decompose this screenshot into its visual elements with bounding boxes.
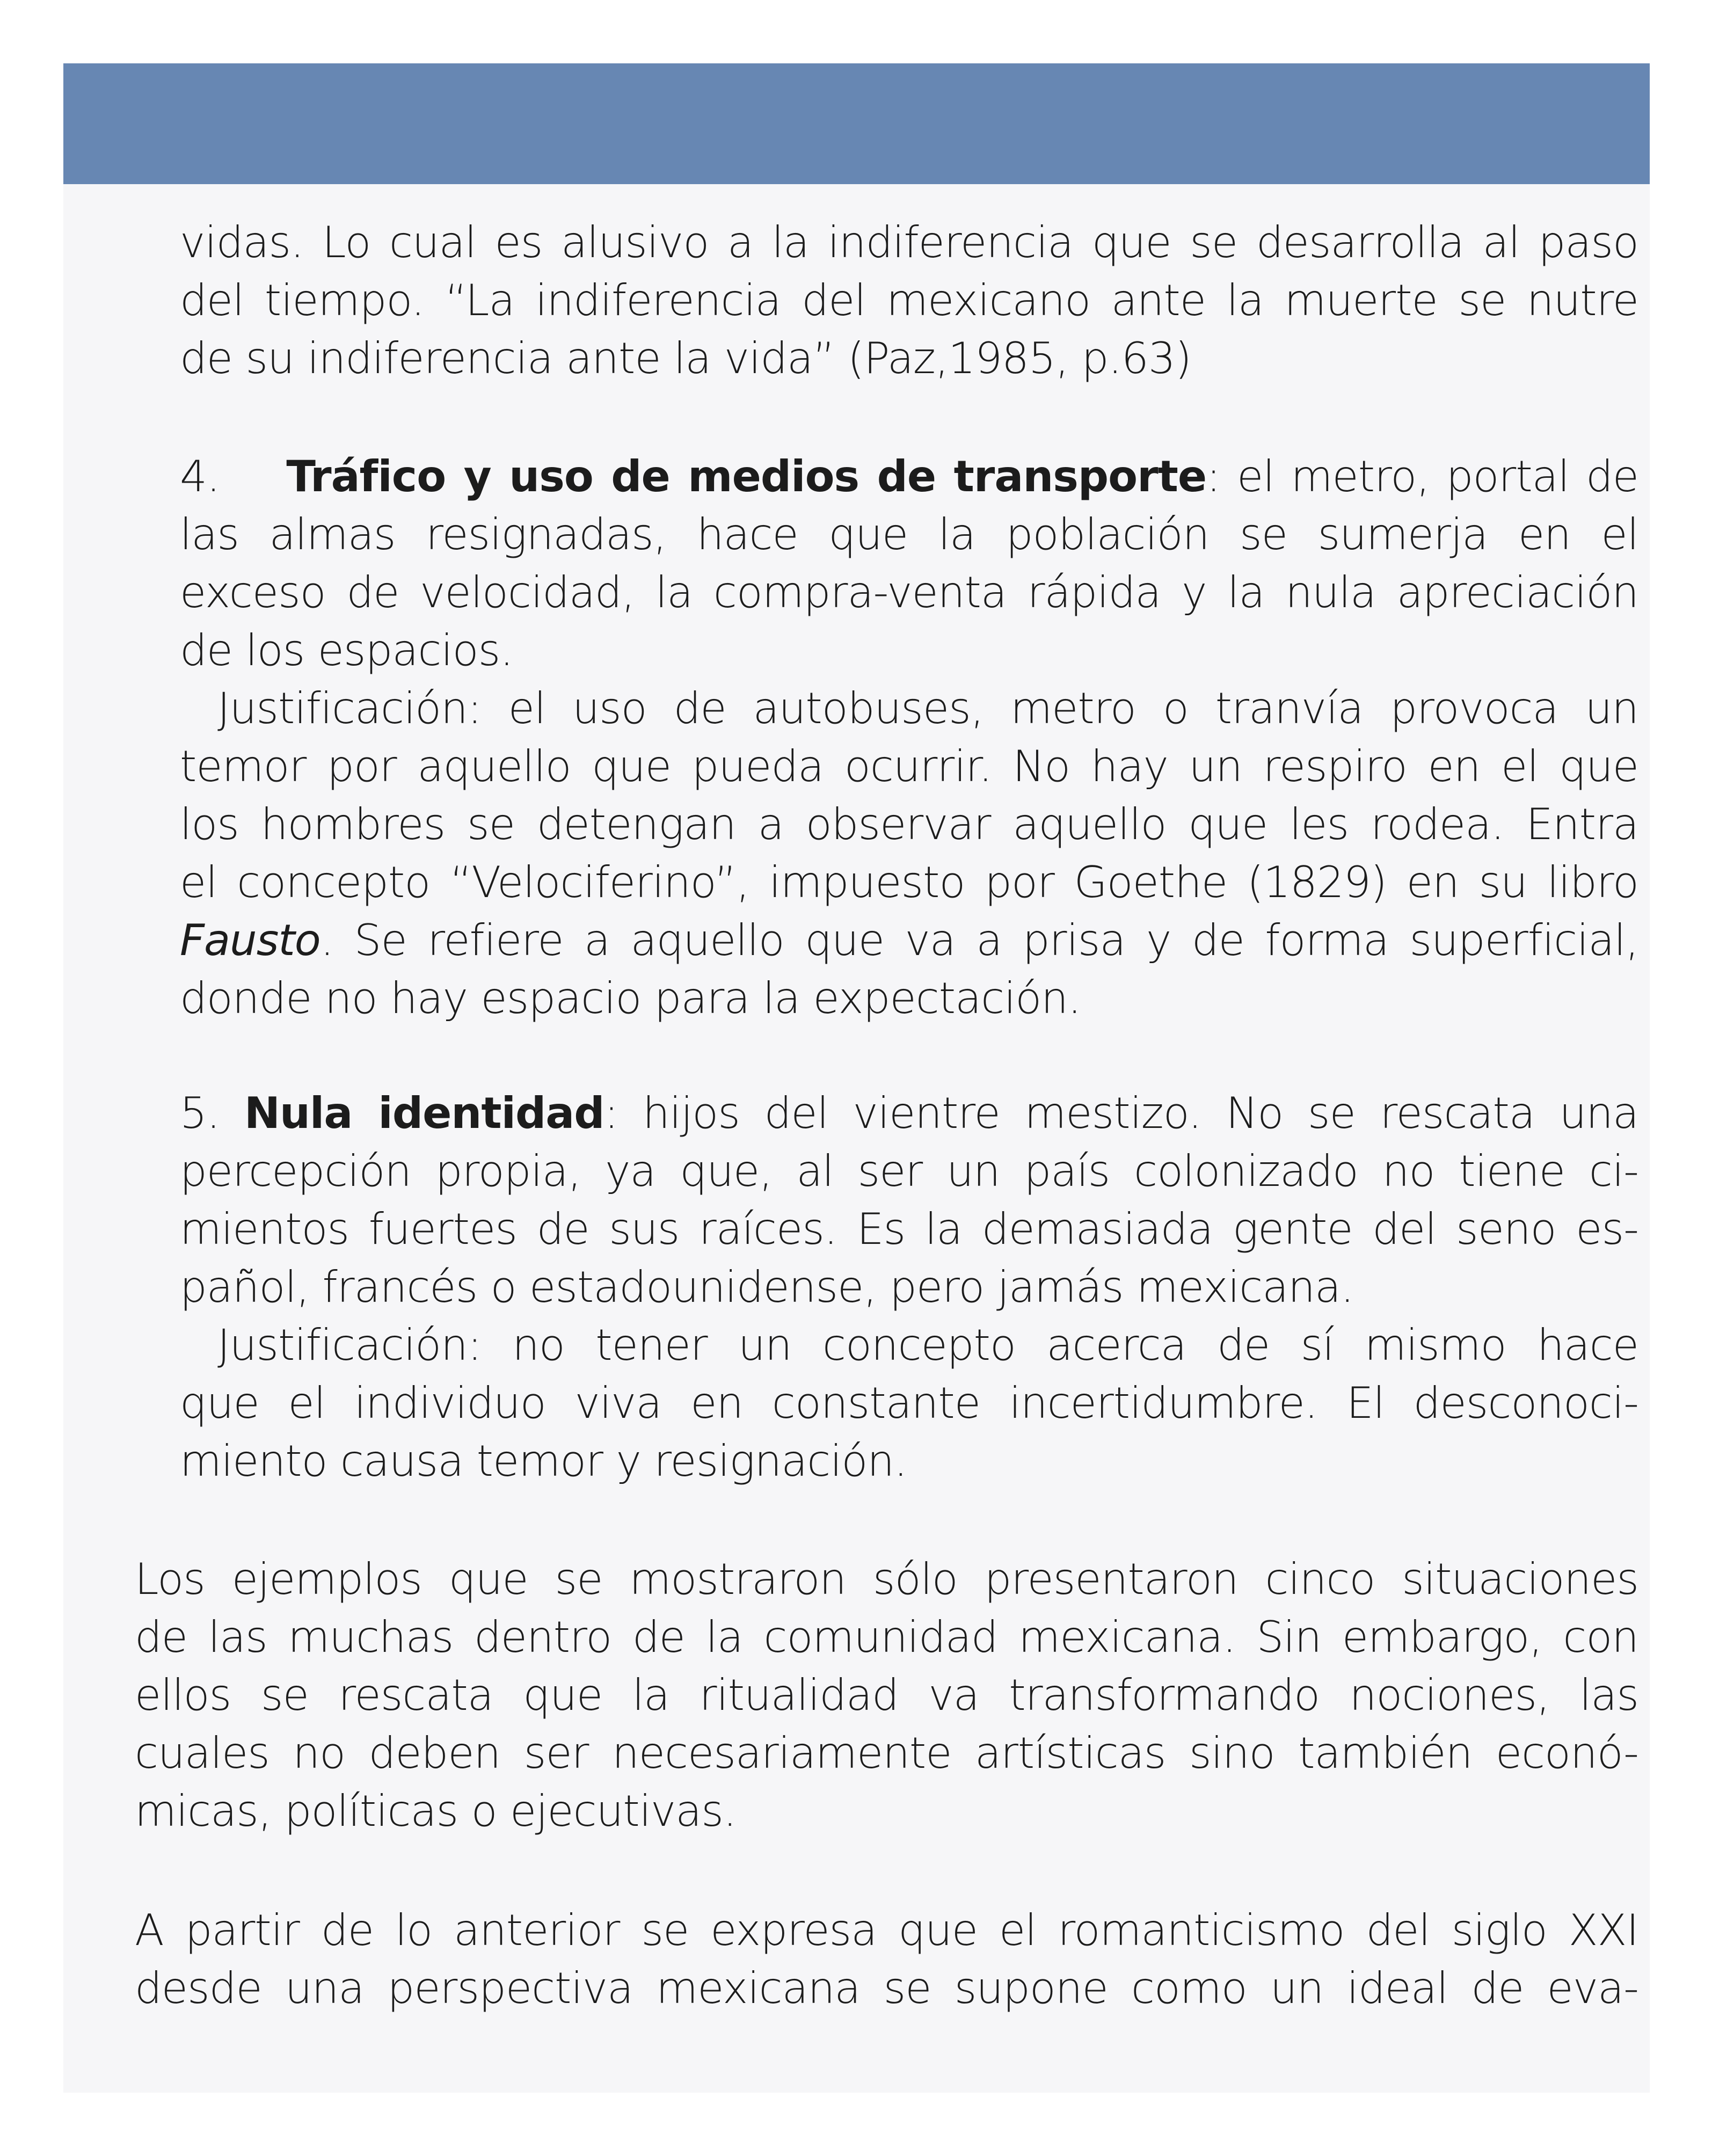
text-line: micas, políticas o ejecutivas. [135,1786,737,1836]
text-line: percepción propia, ya que, al ser un país colonizado no tiene ci- [180,1146,1638,1196]
list-item-heading-line [180,448,1638,506]
text-line: el concepto “Velociferino”, impuesto por Goethe (1829) en su libro [180,857,1638,907]
text-line: de los espacios. [180,625,513,675]
book-title-line: Fausto. Se refiere a aquello que va a prisa y de forma superficial, [180,915,1638,965]
list-item-heading-line [180,1084,1638,1142]
text-line: los hombres se detengan a observar aquello que les rodea. Entra [180,799,1638,849]
text-line: mientos fuertes de sus raíces. Es la demasiada gente del seno es- [180,1204,1638,1254]
text-line: exceso de velocidad, la compra-venta rápida y la nula apreciación [180,567,1638,617]
paragraph-conclusion [135,1902,1638,2017]
text-line: cuales no deben ser necesariamente artísticas sino también econó- [135,1728,1638,1778]
page-card [63,63,1650,2093]
list-item-4 [180,448,1638,1028]
text-line: de las muchas dentro de la comunidad mexicana. Sin embargo, con [135,1612,1638,1662]
list-item-5 [180,1084,1638,1490]
text-line: las almas resignadas, hace que la población se sumerja en el [180,509,1638,559]
text-line: ellos se rescata que la ritualidad va transformando nociones, las [135,1670,1638,1720]
list-item-number: 4. [180,451,220,501]
text-line: A partir de lo anterior se expresa que el romanticismo del siglo XXI [135,1905,1638,1955]
text-line: donde no hay espacio para la expectación. [180,973,1081,1023]
justification-line: Justificación: el uso de autobuses, metro o tranvía provoca un [217,683,1638,733]
text-line: Los ejemplos que se mostraron sólo presentaron cinco situaciones [135,1554,1638,1604]
text-line: miento causa temor y resignación. [180,1436,907,1486]
list-item-title: Nula identidad [244,1088,604,1138]
text-line: del tiempo. “La indiferencia del mexicano ante la muerte se nutre [180,275,1638,325]
text-line: que el individuo viva en constante incertidumbre. El desconoci- [180,1378,1638,1428]
book-title: Fausto [180,915,320,965]
paragraph-summary [135,1550,1638,1840]
text-line: pañol, francés o estadounidense, pero jamás mexicana. [180,1262,1354,1312]
text-line: de su indiferencia ante la vida” (Paz,1985, p.63) [180,333,1191,383]
list-item-title: Tráfico y uso de medios de transporte [286,451,1207,501]
text-line: vidas. Lo cual es alusivo a la indiferencia que se desarrolla al paso [180,217,1638,267]
text-line: desde una perspectiva mexicana se supone como un ideal de eva- [135,1963,1638,2013]
text-line: temor por aquello que pueda ocurrir. No hay un respiro en el que [180,741,1638,791]
header-band [63,63,1650,184]
list-item-number: 5. [180,1088,220,1138]
justification-line: Justificación: no tener un concepto acerca de sí mismo hace [217,1320,1638,1370]
paragraph-continuation [180,214,1638,388]
list-item-text: : el metro, portal de [1206,451,1638,501]
list-item-text: : hijos del vientre mestizo. No se rescata una [604,1088,1639,1138]
